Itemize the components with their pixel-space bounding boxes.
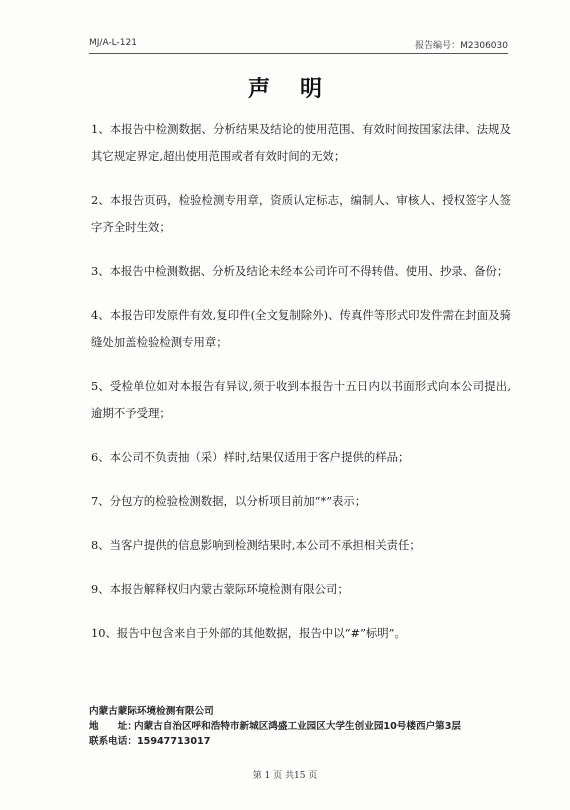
clause-1: 1、本报告中检测数据、分析结果及结论的使用范围、有效时间按国家法律、法规及其它规定界定,超出使用范围或者有效时间的无效； — [91, 122, 511, 163]
clause-10: 10、报告中包含来自于外部的其他数据，报告中以“#”标明”。 — [91, 626, 406, 640]
clause-8: 8、当客户提供的信息影响到检测结果时,本公司不承担相关责任； — [91, 538, 421, 552]
page-number: 第 1 页 共15 页 — [252, 771, 318, 781]
phone-label: 联系电话： — [89, 736, 137, 747]
company-address: 内蒙古自治区呼和浩特市新城区鸿盛工业园区大学生创业园10号楼西户第3层 — [134, 721, 462, 732]
document-code: MJ/A-L-121 — [89, 38, 137, 48]
company-phone-row — [89, 734, 461, 749]
clause-2: 2、本报告页码，检验检测专用章，资质认定标志，编制人、审核人、授权签字人签字齐全时生效； — [91, 193, 511, 234]
company-phone: 15947713017 — [136, 736, 211, 747]
declaration-clauses — [91, 116, 511, 664]
page-header — [89, 38, 508, 52]
clause-7: 7、分包方的检验检测数据，以分析项目前加“*”表示； — [91, 494, 367, 508]
address-label: 地 址： — [89, 721, 137, 732]
company-address-row — [89, 719, 461, 734]
clause-4: 4、本报告印发原件有效,复印件(全文复制除外)、传真件等形式印发件需在封面及骑缝处加盖检验检测专用章； — [91, 308, 511, 349]
page-title: 声明 — [247, 77, 352, 102]
clause-5: 5、受检单位如对本报告有异议,须于收到本报告十五日内以书面形式向本公司提出,逾期不予受理； — [91, 379, 511, 420]
clause-3: 3、本报告中检测数据、分析及结论未经本公司许可不得转借、使用、抄录、备份； — [91, 264, 509, 278]
company-info — [89, 704, 461, 749]
report-number: 报告编号：M2306030 — [415, 41, 508, 51]
clause-9: 9、本报告解释权归内蒙古蒙际环境检测有限公司； — [91, 582, 349, 596]
header-divider — [89, 53, 508, 54]
clause-6: 6、本公司不负责抽（采）样时,结果仅适用于客户提供的样品； — [91, 450, 410, 464]
company-name: 内蒙古蒙际环境检测有限公司 — [89, 706, 214, 717]
